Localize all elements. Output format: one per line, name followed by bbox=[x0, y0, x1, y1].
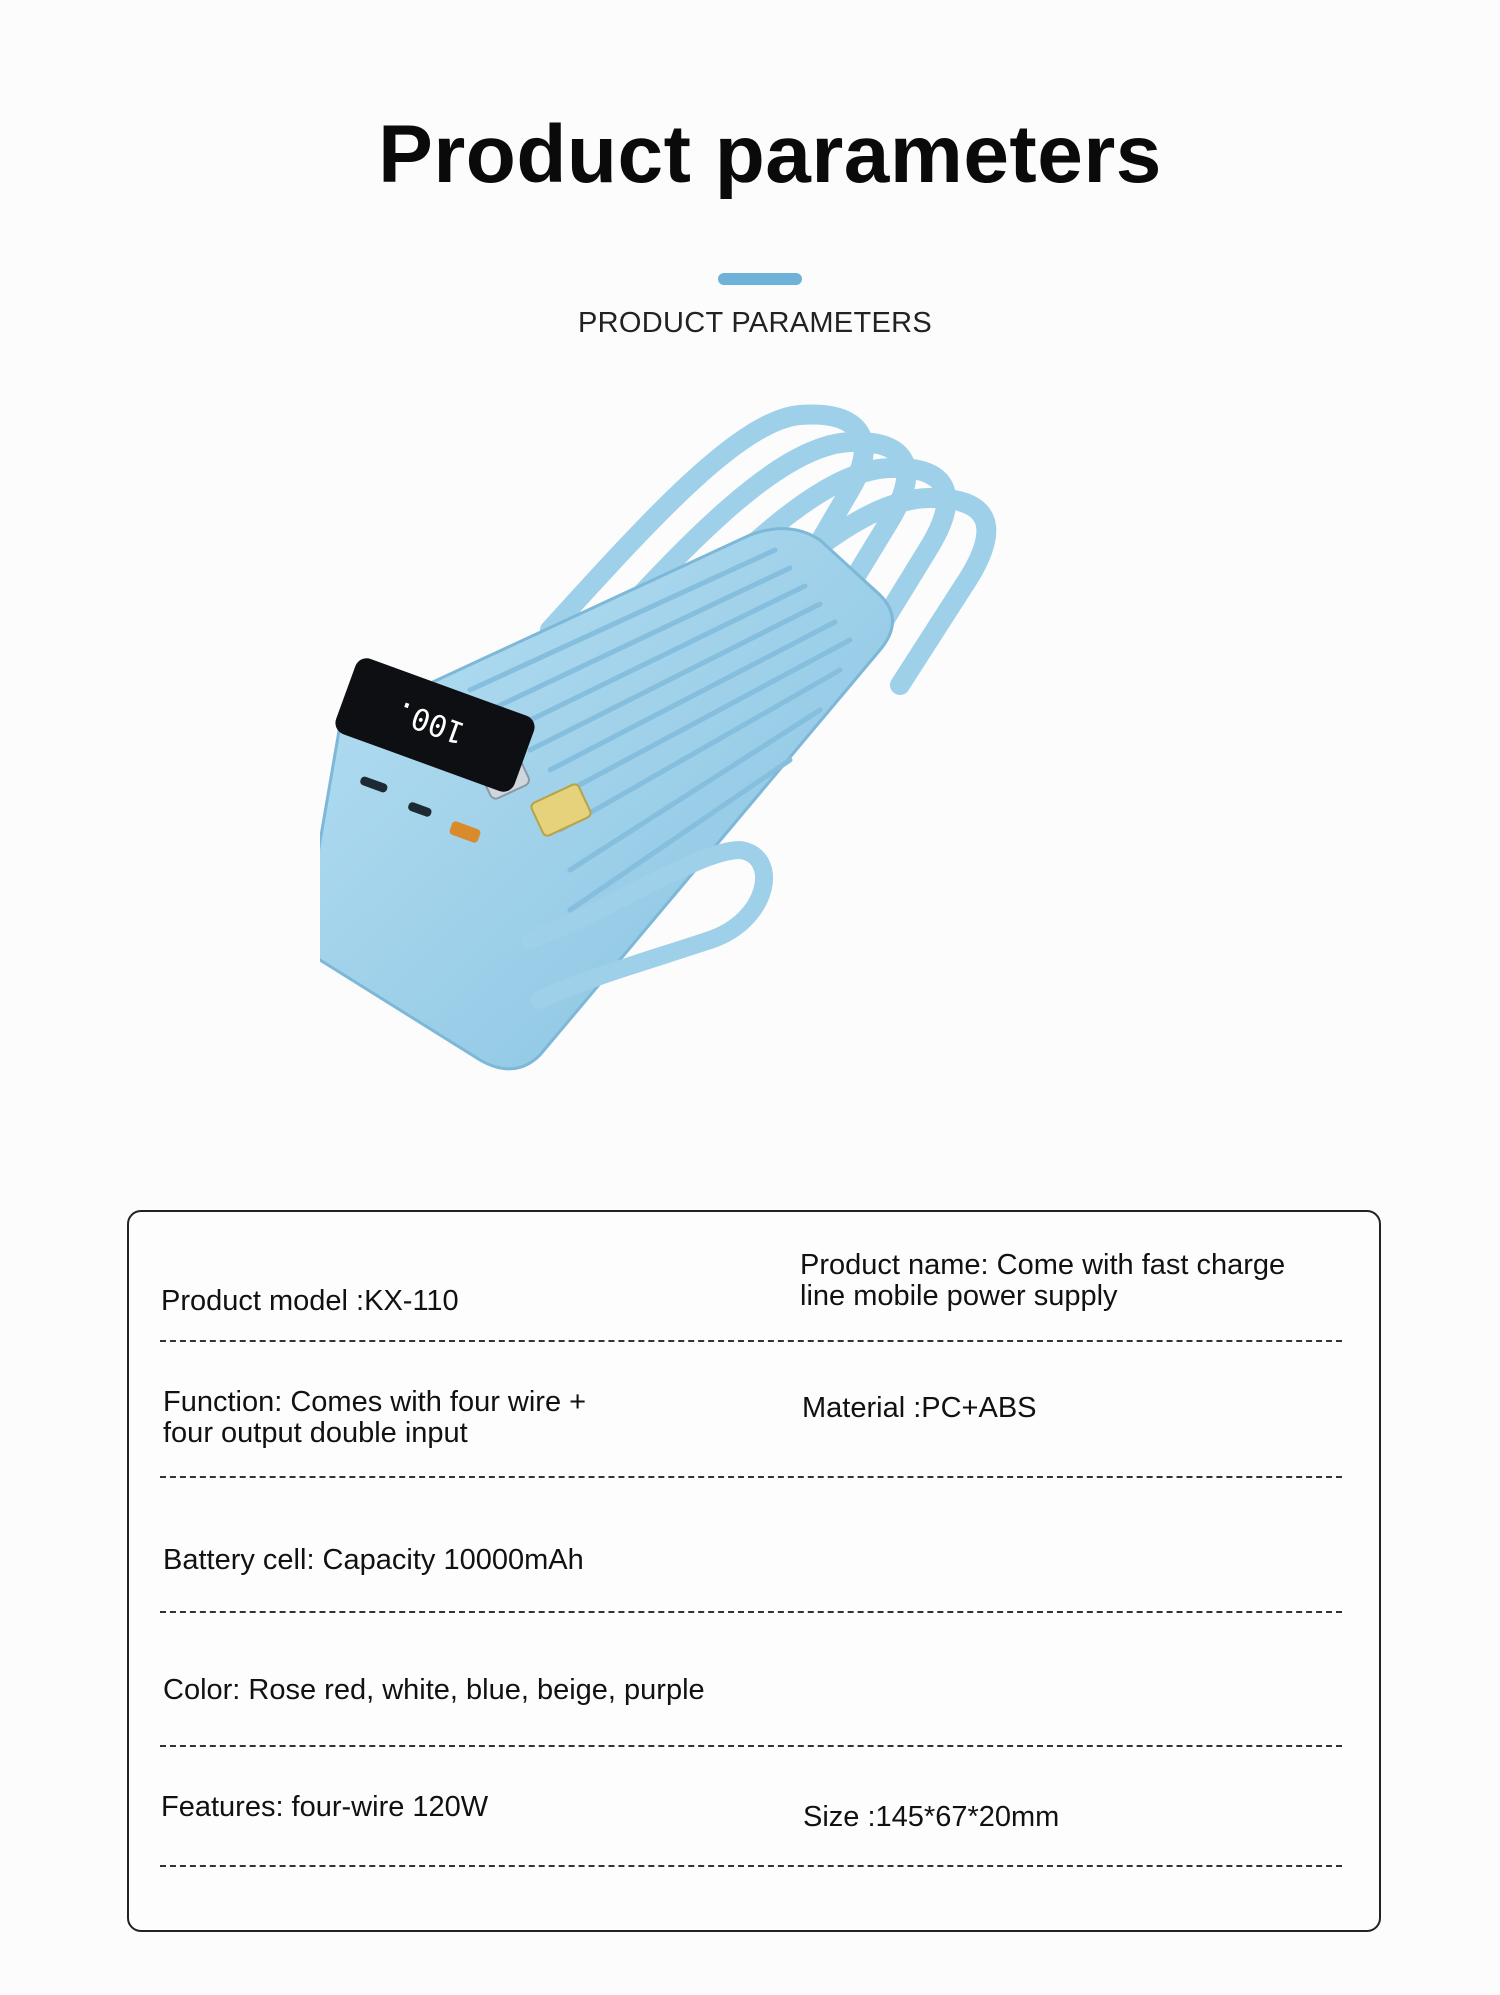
title-accent-bar bbox=[718, 273, 802, 285]
spec-battery: Battery cell: Capacity 10000mAh bbox=[163, 1544, 584, 1576]
display-reading: 100. bbox=[389, 692, 470, 751]
spec-divider bbox=[160, 1865, 1342, 1867]
spec-product-model: Product model :KX-110 bbox=[161, 1285, 459, 1317]
spec-divider bbox=[160, 1476, 1342, 1478]
spec-divider bbox=[160, 1611, 1342, 1613]
page-subtitle: PRODUCT PARAMETERS bbox=[578, 307, 932, 339]
power-bank-image bbox=[320, 400, 1200, 1100]
spec-color: Color: Rose red, white, blue, beige, purple bbox=[163, 1674, 705, 1706]
spec-features: Features: four-wire 120W bbox=[161, 1791, 489, 1823]
spec-size: Size :145*67*20mm bbox=[803, 1801, 1060, 1833]
spec-divider bbox=[160, 1340, 1342, 1342]
page-title: Product parameters bbox=[378, 109, 1162, 200]
spec-product-name: Product name: Come with fast charge line mobile power supply bbox=[800, 1249, 1286, 1312]
spec-material: Material :PC+ABS bbox=[802, 1392, 1037, 1424]
spec-divider bbox=[160, 1745, 1342, 1747]
spec-function: Function: Comes with four wire + four output double input bbox=[163, 1386, 587, 1449]
